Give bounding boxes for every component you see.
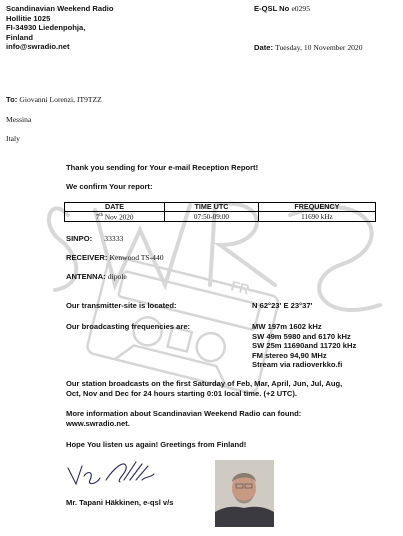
portrait-photo	[215, 460, 274, 527]
sinpo-label: SINPO:	[66, 234, 93, 243]
station-email: info@swradio.net	[6, 42, 70, 52]
frequency-item: Stream via radioverkko.fi	[252, 360, 343, 370]
signer-name: Mr. Tapani Häkkinen, e-qsl v/s	[66, 498, 174, 507]
report-table-row	[65, 212, 376, 222]
recipient-to	[6, 95, 102, 105]
antenna-value: dipole	[107, 272, 127, 281]
date-rest: Nov 2020	[103, 213, 134, 222]
cassette-label: FR	[229, 277, 252, 298]
cell-time: 07:50-09:00	[165, 212, 259, 222]
station-address-2: FI-34930 Liedenpohja,	[6, 23, 86, 33]
header-time: TIME UTC	[165, 203, 259, 212]
station-address	[6, 4, 113, 52]
frequency-item: SW 25m 11690and 11720 kHz	[252, 341, 357, 351]
recipient-name: Giovanni Lorenzi, IT9TZZ	[19, 95, 102, 104]
signature-image	[64, 458, 159, 488]
cell-date	[65, 212, 165, 222]
more-info-line-1: More information about Scandinavian Weekend Radio can found:	[66, 409, 302, 418]
receiver	[66, 253, 164, 263]
qsl-date	[254, 43, 363, 53]
station-name: Scandinavian Weekend Radio	[6, 4, 114, 13]
qsl-number	[254, 4, 310, 14]
qsl-number-value: e0295	[291, 4, 310, 13]
receiver-value: Kenwood TS-440	[109, 253, 164, 262]
antenna-label: ANTENNA:	[66, 272, 106, 281]
date-label: Date:	[254, 43, 273, 52]
sinpo	[66, 234, 123, 244]
date-suffix: th	[99, 213, 104, 218]
site-value: N 62°23' E 23°37'	[252, 301, 313, 310]
hope-text: Hope You listen us again! Greetings from Finland!	[66, 440, 247, 449]
report-table-header	[65, 203, 376, 212]
date-day: 7	[95, 213, 100, 222]
antenna	[66, 272, 127, 282]
station-address-1: Hollitie 1025	[6, 13, 51, 23]
header-frequency: FREQUENCY	[258, 203, 375, 212]
frequency-item: MW 197m 1602 kHz	[252, 322, 322, 331]
report-table	[64, 202, 376, 222]
schedule-line-2: Oct, Nov and Dec for 24 hours starting 0:01 local time. (+2 UTC).	[66, 388, 298, 398]
receiver-label: RECEIVER:	[66, 253, 108, 262]
frequency-item: SW 49m 5980 and 6170 kHz	[252, 331, 351, 341]
station-country: Finland	[6, 32, 33, 42]
confirm-text: We confirm Your report:	[66, 182, 153, 191]
portrait-image	[215, 460, 274, 527]
recipient-city: Messina	[6, 115, 32, 124]
date-value: Tuesday, 10 November 2020	[275, 43, 363, 52]
header-date: DATE	[65, 203, 165, 212]
recipient-country: Italy	[6, 134, 20, 143]
cell-frequency: 11690 kHz	[258, 212, 375, 222]
site-label: Our transmitter-site is located:	[66, 301, 177, 310]
frequency-item: FM stereo 94,90 MHz	[252, 350, 327, 360]
frequency-list	[252, 322, 356, 370]
qsl-label: E-QSL No	[254, 4, 290, 13]
to-label: To:	[6, 95, 18, 104]
thanks-text: Thank you sending for Your e-mail Reception Report!	[66, 163, 259, 172]
schedule-line-1: Our station broadcasts on the first Saturday of Feb, Mar, April, Jun, Jul, Aug,	[66, 379, 343, 388]
schedule	[66, 379, 342, 398]
freq-label: Our broadcasting frequencies are:	[66, 322, 191, 331]
sinpo-value: 33333	[104, 234, 124, 243]
more-info	[66, 409, 301, 428]
more-info-url: www.swradio.net.	[66, 418, 130, 428]
